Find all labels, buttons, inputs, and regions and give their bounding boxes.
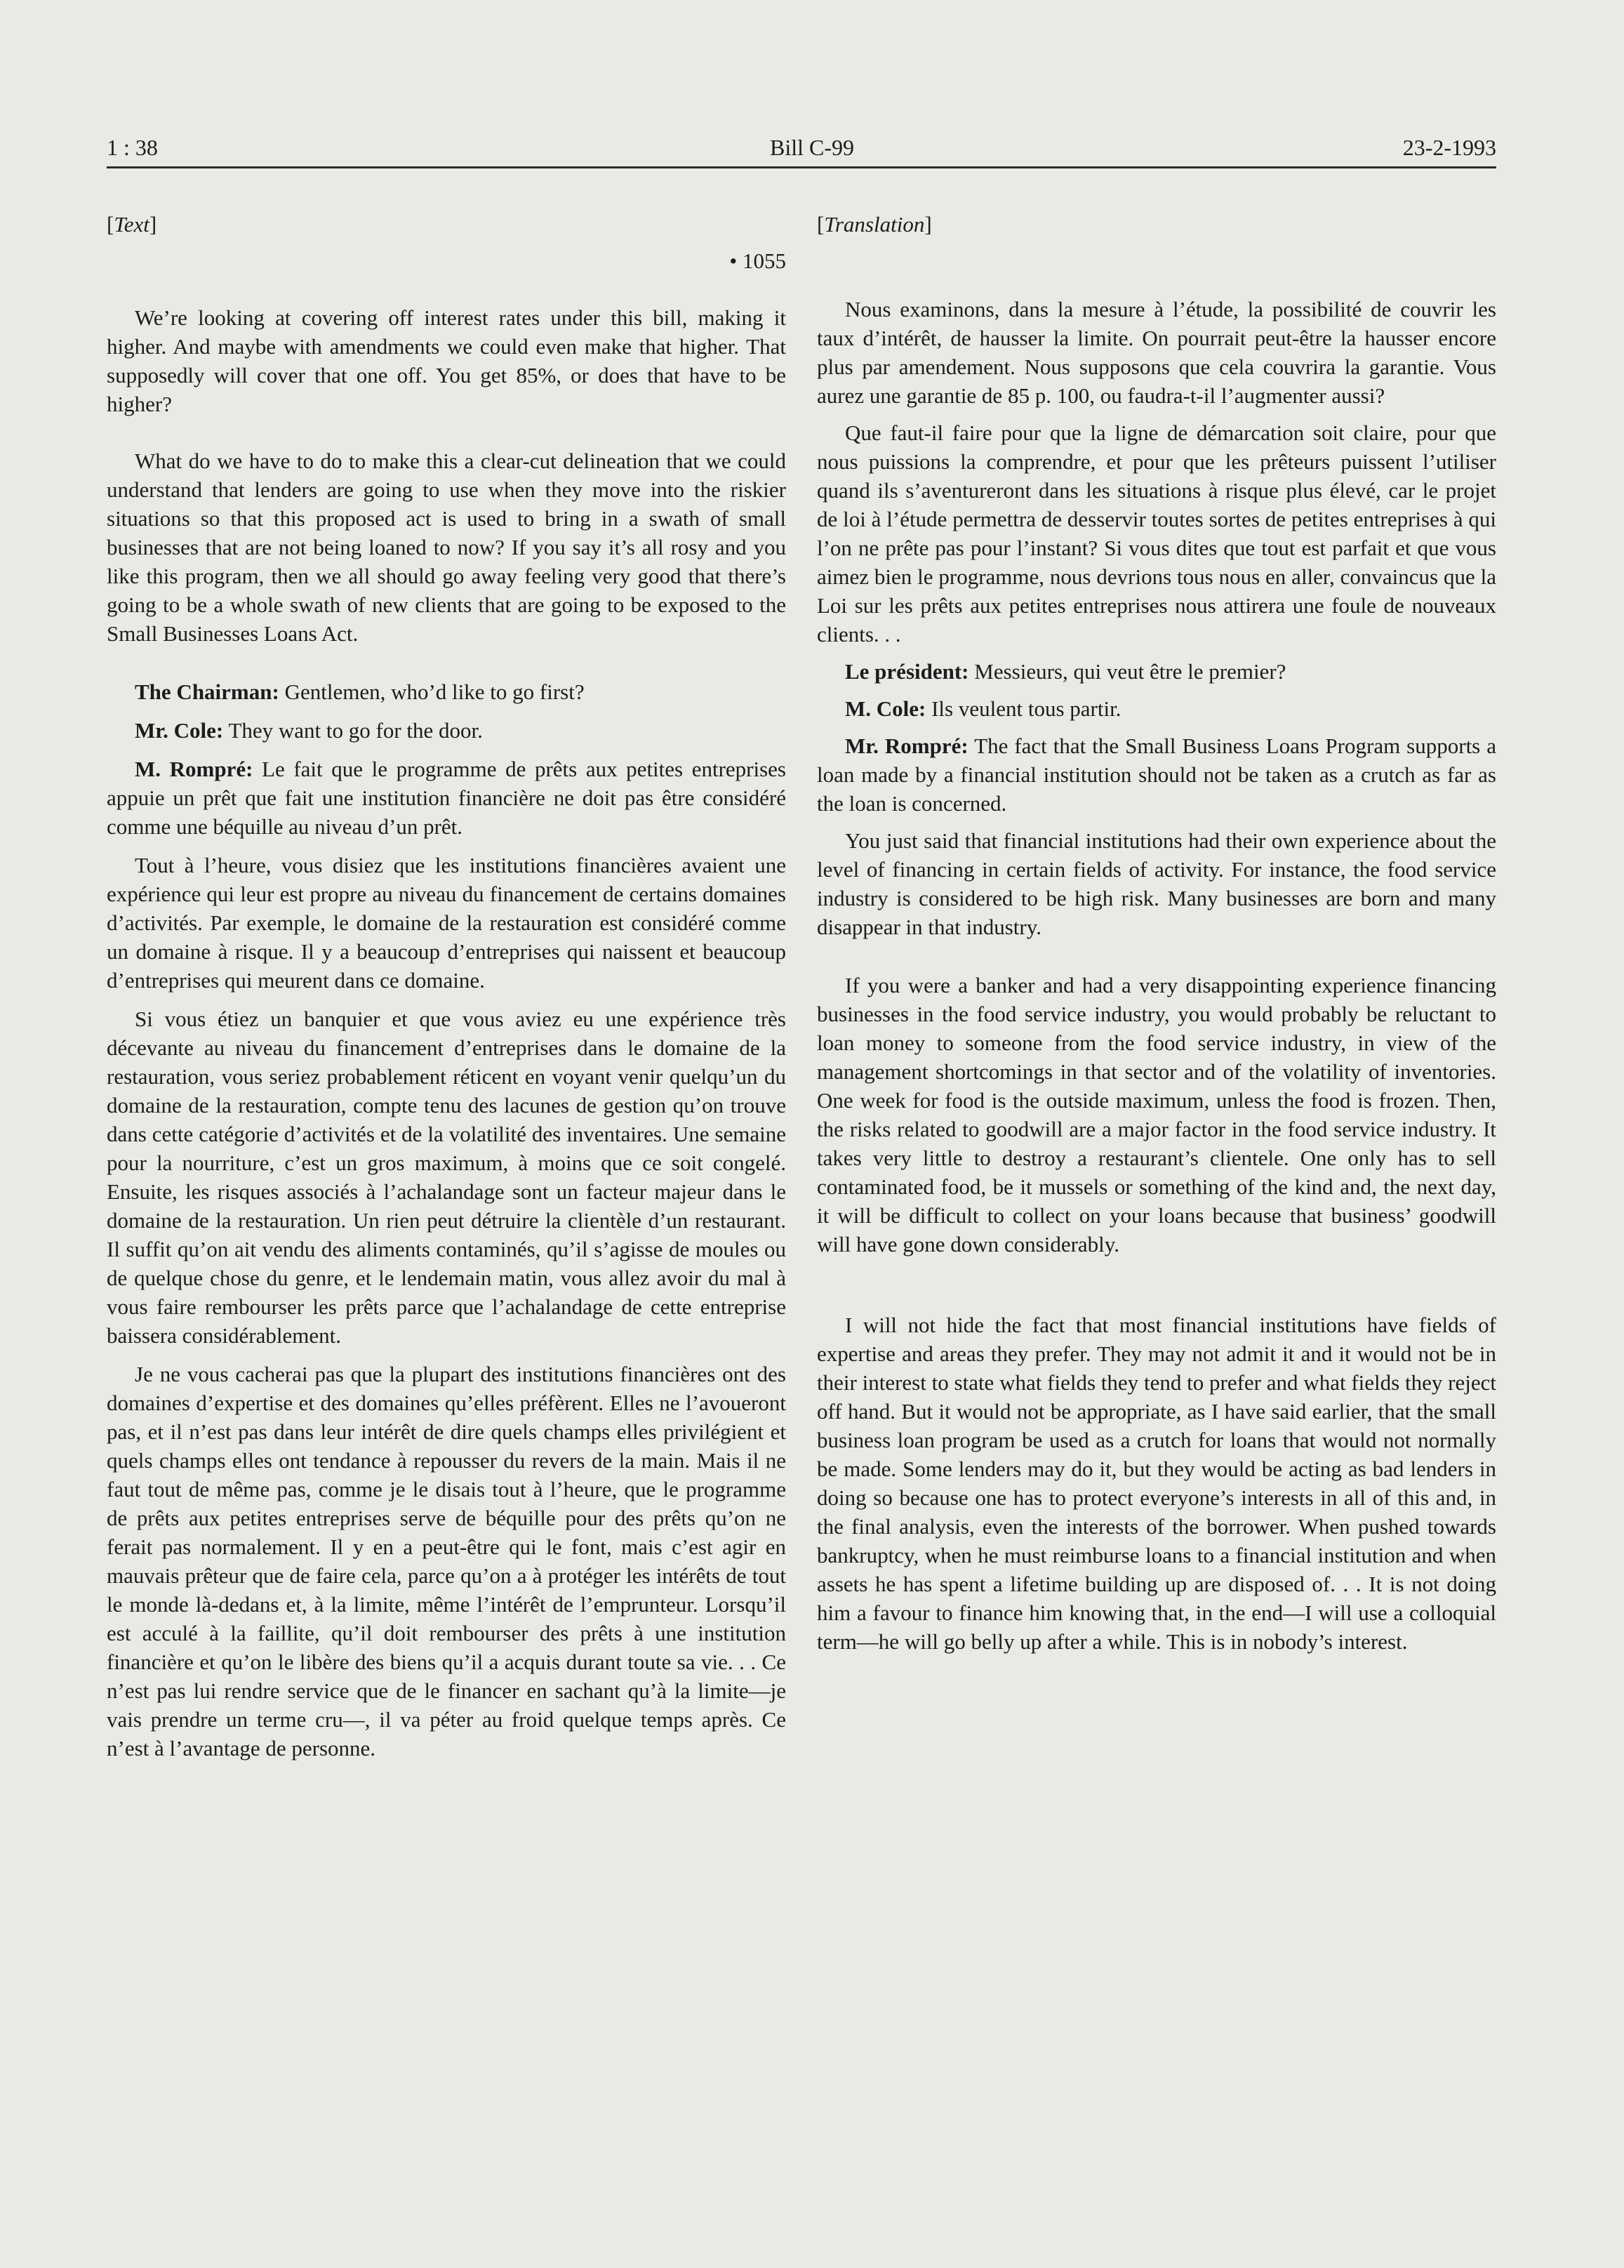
page-number: 1 : 38	[107, 135, 158, 160]
page-date: 23-2-1993	[1402, 135, 1496, 160]
paragraph-text: Tout à l’heure, vous disiez que les institutions financières avaient une expérience qui leur est propre au niveau du financement de certains domaines d’activités. Par exemple, le domaine de la restauration est considéré comme un domaine à risque. Il y a beaucoup d’entreprises qui naissent et beaucoup d’entreprises qui meurent dans ce domaine.	[107, 853, 786, 993]
paragraph-text: Que faut-il faire pour que la ligne de démarcation soit claire, pour que nous puissions la comprendre, et pour que les prêteurs puissent l’utiliser quand ils s’aventureront dans les situations à risque plus élevé, car le projet de loi à l’étude permettra de desservir toutes sortes de petites entreprises à qui l’on ne prête pas pour l’instant? Si vous dites que tout est parfait et que vous aimez bien le programme, nous devrions tous nous en aller, convaincus que la Loi sur les prêts aux petites entreprises nous attirera une foule de nouveaux clients. . .	[817, 420, 1496, 646]
speaker-name: Mr. Rompré:	[845, 734, 969, 758]
bill-title: Bill C-99	[769, 135, 854, 160]
paragraph-text: Gentlemen, who’d like to go first?	[284, 679, 585, 704]
text-label: [Text]	[107, 212, 157, 237]
text-paragraph	[107, 446, 786, 648]
translation-paragraphs	[817, 295, 1496, 1656]
paragraph-text: We’re looking at covering off interest rates under this bill, making it higher. And maybe with amendments we could even make that higher. That supposedly will cover that one off. You get 85%, or does that have to be higher?	[107, 305, 786, 416]
translation-paragraph	[817, 971, 1496, 1259]
header-rule	[107, 166, 1496, 168]
text-paragraph	[107, 716, 786, 745]
paragraph-text: The fact that the Small Business Loans Program supports a loan made by a financial institution should not be taken as a crutch as far as the loan is concerned.	[817, 734, 1496, 816]
paragraph-text: Le fait que le programme de prêts aux petites entreprises appuie un prêt que fait une institution financière ne doit pas être considéré comme une béquille au niveau d’un prêt.	[107, 757, 786, 839]
text-column	[107, 211, 786, 1763]
text-paragraph	[107, 851, 786, 995]
paragraph-text: What do we have to do to make this a clear-cut delineation that we could understand that lenders are going to use when they move into the riskier situations so that this proposed act is used to bring in a swath of small businesses that are not being loaned to now? If you say it’s all rosy and you like this program, then we all should go away feeling very good that there’s going to be a whole swath of new clients that are going to be exposed to the Small Businesses Loans Act.	[107, 449, 786, 646]
timestamp: • 1055	[729, 248, 786, 273]
translation-column	[817, 211, 1496, 1656]
translation-paragraph	[817, 1311, 1496, 1656]
text-paragraph	[107, 755, 786, 841]
text-paragraph	[107, 303, 786, 418]
translation-paragraph	[817, 295, 1496, 410]
translation-paragraph	[817, 418, 1496, 649]
translation-label: [Translation]	[817, 212, 932, 237]
paragraph-text: Nous examinons, dans la mesure à l’étude, la possibilité de couvrir les taux d’intérêt, de hausser la limite. On pourrait peut-être la hausser encore plus par amendement. Nous supposons que cela couvrira la garantie. Vous aurez une garantie de 85 p. 100, ou faudra-t-il l’augmenter aussi?	[817, 297, 1496, 408]
speaker-name: The Chairman:	[135, 679, 279, 704]
text-paragraph	[107, 1360, 786, 1763]
paragraph-text: If you were a banker and had a very disappointing experience financing businesses in the food service industry, you would probably be reluctant to loan money to someone from the food service industry, in view of the management shortcomings in that sector and of the volatility of inventories. One week for food is the outside maximum, unless the food is frozen. Then, the risks related to goodwill are a major factor in the food service industry. It takes very little to destroy a restaurant’s clientele. One only has to sell contaminated food, be it mussels or something of the kind and, the next day, it will be difficult to collect on your loans because that business’ goodwill will have gone down considerably.	[817, 973, 1496, 1256]
translation-paragraph	[817, 731, 1496, 818]
paragraph-text: Si vous étiez un banquier et que vous aviez eu une expérience très décevante au niveau du financement d’entreprises dans le domaine de la restauration, vous seriez probablement réticent en voyant venir quelqu’un du domaine de la restauration, compte tenu des lacunes de gestion qu’on trouve dans cette catégorie d’activités et de la volatilité des inventaires. Une semaine pour la nourriture, c’est un gros maximum, à moins que ce soit congelé. Ensuite, les risques associés à l’achalandage sont un facteur majeur dans le domaine de la restauration. Un rien peut détruire la clientèle d’un restaurant. Il suffit qu’on ait vendu des aliments contaminés, qu’il s’agisse de moules ou de quelque chose du genre, et le lendemain matin, vous allez avoir du mal à vous faire rembourser les prêts parce que l’achalandage de cette entreprise baissera considérablement.	[107, 1007, 786, 1348]
paragraph-text: Messieurs, qui veut être le premier?	[974, 659, 1286, 684]
speaker-name: Le président:	[845, 659, 969, 684]
paragraph-text: I will not hide the fact that most financial institutions have fields of expertise and areas they prefer. They may not admit it and it would not be in their interest to state what fields they tend to prefer and what fields they reject off hand. But it would not be appropriate, as I have said earlier, that the small business loan program be used as a crutch for loans that would not normally be made. Some lenders may do it, but they would be acting as bad lenders in doing so because one has to protect everyone’s interests in all of this and, in the final analysis, even the interests of the borrower. When pushed towards bankruptcy, when he must reimburse loans to a financial institution and when assets he has spent a lifetime building up are disposed of. . . It is not doing him a favour to finance him knowing that, in the end—I will use a colloquial term—he will go belly up after a while. This is in nobody’s interest.	[817, 1313, 1496, 1654]
paragraph-text: You just said that financial institutions had their own experience about the level of financing in certain fields of activity. For instance, the food service industry is considered to be high risk. Many businesses are born and many disappear in that industry.	[817, 828, 1496, 939]
text-paragraph	[107, 677, 786, 706]
speaker-name: Mr. Cole:	[135, 718, 224, 743]
speaker-name: M. Rompré:	[135, 757, 253, 781]
text-paragraph	[107, 1004, 786, 1350]
paragraph-text: Je ne vous cacherai pas que la plupart des institutions financières ont des domaines d’expertise et des domaines qu’elles préfèrent. Elles ne l’avoueront pas, et il n’est pas dans leur intérêt de dire quels champs elles privilégient et quels champs elles ont tendance à repousser du revers de la main. Mais il ne faut tout de même pas, comme je le disais tout à l’heure, que le programme de prêts aux petites entreprises serve de béquille pour des prêts qu’on ne ferait pas normalement. Il y en a peut-être qui le font, mais c’est agir en mauvais prêteur que de faire cela, parce qu’on a à protéger les intérêts de tout le monde là-dedans et, à la limite, même l’intérêt de l’emprunteur. Lorsqu’il est acculé à la faillite, qu’il doit rembourser des prêts à une institution financière et qu’on le libère des biens qu’il a acquis durant toute sa vie. . . Ce n’est pas lui rendre service que de le financer en sachant qu’à la limite—je vais prendre un terme cru—, il va péter au froid quelque temps après. Ce n’est à l’avantage de personne.	[107, 1362, 786, 1760]
speaker-name: M. Cole:	[845, 696, 926, 721]
paragraph-text: Ils veulent tous partir.	[931, 696, 1122, 721]
translation-paragraph	[817, 657, 1496, 686]
text-paragraphs	[107, 303, 786, 1763]
paragraph-text: They want to go for the door.	[228, 718, 483, 743]
translation-paragraph	[817, 826, 1496, 941]
translation-paragraph	[817, 694, 1496, 723]
